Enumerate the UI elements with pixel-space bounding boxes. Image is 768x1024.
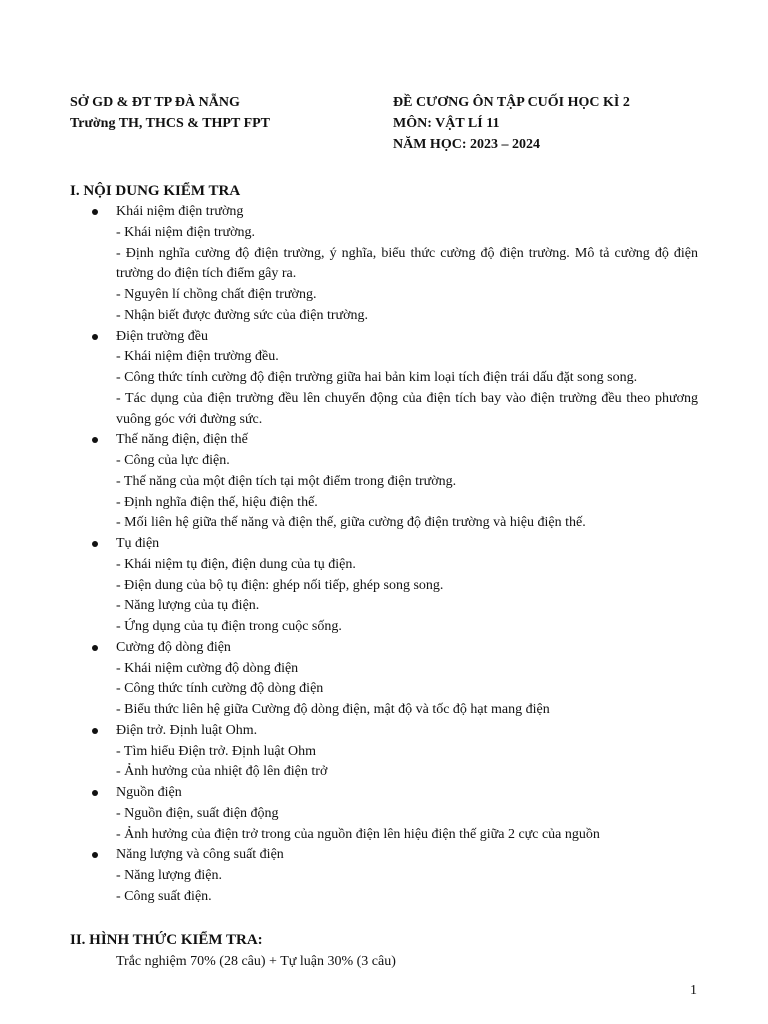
bullet-icon <box>92 728 98 734</box>
header-left <box>70 92 270 134</box>
topic-detail: - Nguồn điện, suất điện động <box>116 805 279 821</box>
topic-title: Điện trường đều <box>116 328 208 344</box>
topic-detail: - Năng lượng của tụ điện. <box>116 598 260 614</box>
topic-item <box>70 721 698 783</box>
topic-item <box>70 638 698 721</box>
topic-detail: - Ảnh hưởng của nhiệt độ lên điện trở <box>116 764 328 780</box>
topic-detail: - Nguyên lí chồng chất điện trường. <box>116 287 317 302</box>
school-name: Trường TH, THCS & THPT FPT <box>70 116 271 131</box>
topic-title: Nguồn điện <box>116 785 182 800</box>
topic-detail: - Công thức tính cường độ dòng điện <box>116 681 324 697</box>
exam-format-text: Trắc nghiệm 70% (28 câu) + Tự luận 30% (3 câu) <box>116 954 396 969</box>
topic-title: Điện trở. Định luật Ohm. <box>116 722 258 738</box>
department-name: SỞ GD & ĐT TP ĐÀ NẴNG <box>70 95 240 110</box>
topic-detail: - Thế năng của một điện tích tại một điểm trong điện trường. <box>116 473 457 489</box>
topic-title: Khái niệm điện trường <box>116 204 244 219</box>
topic-detail: - Ảnh hưởng của điện trở trong của nguồn điện lên hiệu điện thế giữa 2 cực của nguồn <box>116 826 600 842</box>
topic-detail: - Năng lượng điện. <box>116 868 222 883</box>
topic-detail: - Khái niệm cường độ dòng điện <box>116 660 299 676</box>
topic-detail: - Tìm hiểu Điện trở. Định luật Ohm <box>116 743 317 759</box>
bullet-icon <box>92 437 98 443</box>
bullet-icon <box>92 209 98 215</box>
topic-item <box>70 783 698 845</box>
topic-detail: - Khái niệm tụ điện, điện dung của tụ điện. <box>116 556 356 572</box>
topic-title: Năng lượng và công suất điện <box>116 847 284 863</box>
topic-detail: - Công của lực điện. <box>116 453 230 468</box>
topic-item <box>70 202 698 327</box>
topic-detail: - Tác dụng của điện trường đều lên chuyển động của điện tích bay vào điện trường đều theo phương vuông góc với đường sức. <box>116 390 698 427</box>
topic-item <box>70 327 698 431</box>
topic-title: Tụ điện <box>116 536 160 551</box>
topic-detail: - Định nghĩa cường độ điện trường, ý nghĩa, biểu thức cường độ điện trường. Mô tả cường độ điện trường do điện tích điểm gây ra. <box>116 245 698 282</box>
bullet-icon <box>92 790 98 796</box>
topic-title: Thế năng điện, điện thế <box>116 432 248 448</box>
section-2-title: II. HÌNH THỨC KIỂM TRA: <box>70 932 263 948</box>
topic-title: Cường độ dòng điện <box>116 639 231 655</box>
bullet-icon <box>92 645 98 651</box>
topic-detail: - Công suất điện. <box>116 888 212 904</box>
bullet-icon <box>92 541 98 547</box>
document-title: ĐỀ CƯƠNG ÔN TẬP CUỐI HỌC KÌ 2 <box>393 95 630 110</box>
school-year: NĂM HỌC: 2023 – 2024 <box>393 137 540 152</box>
topic-item <box>70 845 698 907</box>
topic-list <box>70 202 698 908</box>
bullet-icon <box>92 334 98 340</box>
topic-detail: - Ứng dụng của tụ điện trong cuộc sống. <box>116 619 342 634</box>
document-header <box>70 92 728 156</box>
page-number: 1 <box>690 983 697 998</box>
section-1-title: I. NỘI DUNG KIỂM TRA <box>70 183 241 199</box>
topic-detail: - Nhận biết được đường sức của điện trường. <box>116 307 368 323</box>
subject: MÔN: VẬT LÍ 11 <box>393 116 500 131</box>
topic-detail: - Mối liên hệ giữa thế năng và điện thế, giữa cường độ điện trường và hiệu điện thế. <box>116 515 586 531</box>
topic-detail: - Định nghĩa điện thế, hiệu điện thế. <box>116 494 318 510</box>
topic-detail: - Khái niệm điện trường đều. <box>116 349 279 365</box>
topic-detail: - Điện dung của bộ tụ điện: ghép nối tiếp, ghép song song. <box>116 577 444 593</box>
topic-detail: - Biểu thức liên hệ giữa Cường độ dòng điện, mật độ và tốc độ hạt mang điện <box>116 702 550 717</box>
bullet-icon <box>92 852 98 858</box>
topic-detail: - Công thức tính cường độ điện trường giữa hai bản kim loại tích điện trái dấu đặt song song. <box>116 370 638 385</box>
topic-item <box>70 430 698 534</box>
topic-detail: - Khái niệm điện trường. <box>116 224 256 240</box>
topic-item <box>70 534 698 638</box>
header-right <box>393 92 630 155</box>
